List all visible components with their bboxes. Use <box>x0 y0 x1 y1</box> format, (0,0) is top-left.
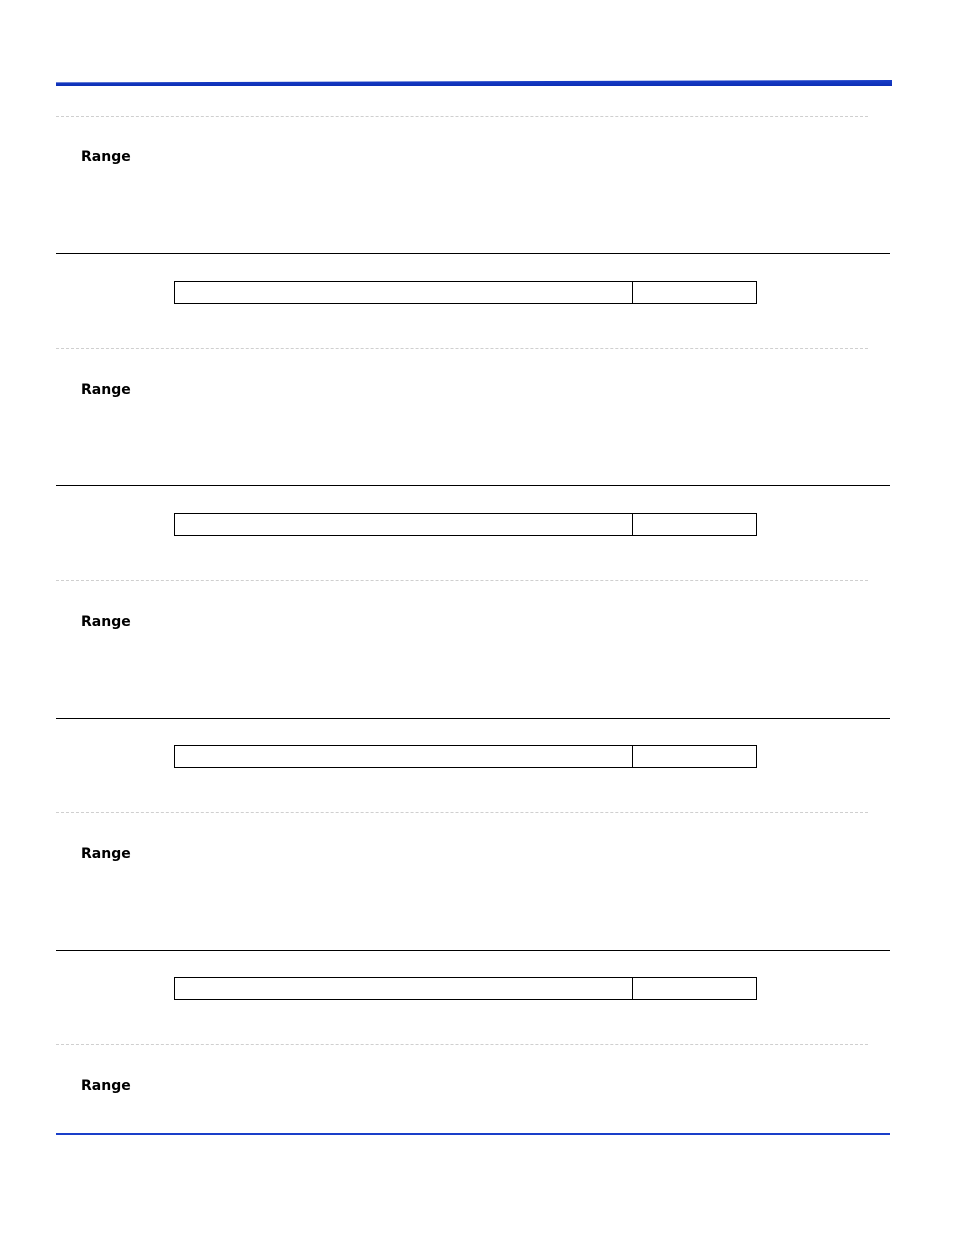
command-cell <box>175 746 633 767</box>
section-rule <box>56 718 890 719</box>
section-divider <box>56 348 868 349</box>
range-label: Range <box>81 846 131 862</box>
range-label: Range <box>81 1078 131 1094</box>
command-cell <box>175 282 633 303</box>
range-label: Range <box>81 614 131 630</box>
range-label: Range <box>81 149 131 165</box>
footer-rule <box>56 1133 890 1135</box>
section-rule <box>56 485 890 486</box>
value-cell <box>633 282 756 303</box>
section-divider <box>56 116 868 117</box>
command-table <box>174 513 757 536</box>
header-bar <box>56 80 892 86</box>
section-divider <box>56 580 868 581</box>
command-table <box>174 281 757 304</box>
value-cell <box>633 746 756 767</box>
range-label: Range <box>81 382 131 398</box>
command-table <box>174 745 757 768</box>
value-cell <box>633 978 756 999</box>
section-divider <box>56 812 868 813</box>
value-cell <box>633 514 756 535</box>
command-table <box>174 977 757 1000</box>
command-cell <box>175 514 633 535</box>
section-divider <box>56 1044 868 1045</box>
section-rule <box>56 253 890 254</box>
command-cell <box>175 978 633 999</box>
section-rule <box>56 950 890 951</box>
